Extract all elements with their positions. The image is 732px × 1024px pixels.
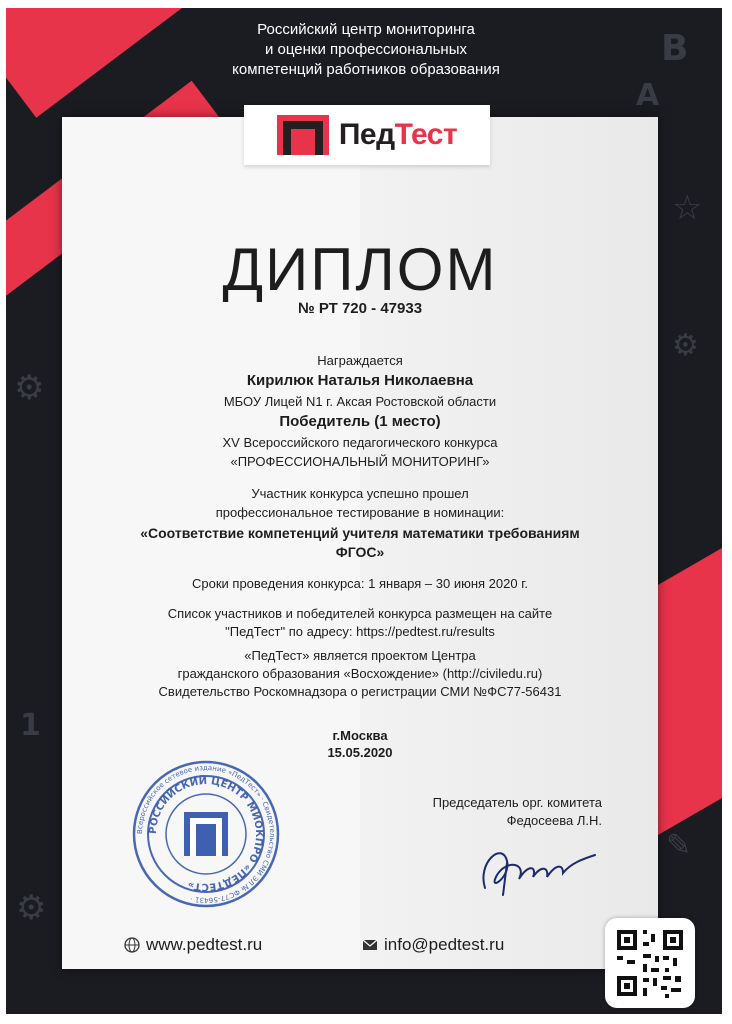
official-stamp xyxy=(132,760,280,908)
list-line: Список участников и победителей конкурса размещен на сайте xyxy=(167,606,553,621)
gear-doodle-icon: ⚙ xyxy=(16,888,47,928)
recipient-name: Кирилюк Наталья Николаевна xyxy=(246,372,474,389)
issuer-header xyxy=(0,20,732,80)
email-contact xyxy=(362,935,504,955)
nomination-line: «Соответствие компетенций учителя математики требованиям xyxy=(140,525,580,541)
logo-wordmark xyxy=(339,118,457,152)
nomination-line: ФГОС» xyxy=(335,544,385,560)
globe-icon xyxy=(124,937,140,953)
star-doodle-icon: ☆ xyxy=(672,188,703,228)
number-doodle-icon: 1 xyxy=(20,708,41,743)
project-line: Свидетельство Роскомнадзора о регистрации СМИ №ФС77-56431 xyxy=(158,684,562,699)
gear-doodle-icon: ⚙ xyxy=(14,368,45,408)
email-link[interactable]: info@pedtest.ru xyxy=(384,935,505,954)
awarded-label: Награждается xyxy=(317,353,403,368)
diploma-card xyxy=(62,117,658,969)
qr-code-icon xyxy=(605,918,695,1008)
pencil-doodle-icon: ✎ xyxy=(666,828,692,863)
header-line: компетенций работников образования xyxy=(232,61,500,78)
contest-dates: Сроки проведения конкурса: 1 января – 30 июня 2020 г. xyxy=(192,576,528,591)
organization: МБОУ Лицей N1 г. Аксая Ростовской области xyxy=(223,394,497,409)
header-line: Российский центр мониторинга xyxy=(257,21,475,38)
pedtest-logo xyxy=(244,105,490,165)
handwritten-signature xyxy=(467,833,607,903)
project-line: гражданского образования «Восхождение» (http://civiledu.ru) xyxy=(177,666,543,681)
header-line: и оценки профессиональных xyxy=(264,41,468,58)
project-line: «ПедТест» является проектом Центра xyxy=(244,648,476,663)
gear-doodle-icon: ⚙ xyxy=(672,328,699,363)
diploma-title: ДИПЛОМ xyxy=(222,236,498,303)
text-line: Участник конкурса успешно прошел xyxy=(251,486,469,501)
letter-doodle-icon: B xyxy=(661,28,689,69)
contest-line: XV Всероссийского педагогического конкурса xyxy=(222,435,498,450)
stamp-outer-text: Всероссийское сетевое издание «ПедТест» · Свидетельство СМИ ЭЛ № ФС77-56431 · xyxy=(135,763,277,905)
diploma-number: № РТ 720 - 47933 xyxy=(297,300,423,317)
signature-block xyxy=(402,794,602,830)
issue-date: 15.05.2020 xyxy=(327,745,393,760)
website-contact xyxy=(124,935,262,955)
result: Победитель (1 место) xyxy=(279,413,441,430)
signature-role: Председатель орг. комитета xyxy=(432,795,602,810)
stamp-inner-text: РОССИЙСКИЙ ЦЕНТР МИОКПРО «ПЕДТЕСТ» xyxy=(147,775,265,893)
logo-mark-icon xyxy=(277,115,329,155)
issue-city: г.Москва xyxy=(332,728,388,743)
qr-code[interactable] xyxy=(605,918,695,1008)
contest-line: «ПРОФЕССИОНАЛЬНЫЙ МОНИТОРИНГ» xyxy=(230,454,490,469)
logo-part1: Пед xyxy=(338,118,395,151)
website-link[interactable]: www.pedtest.ru xyxy=(146,935,263,954)
signature-name: Федосеева Л.Н. xyxy=(506,813,602,828)
mail-icon xyxy=(362,937,378,953)
logo-part2: Тест xyxy=(394,118,458,151)
list-line: "ПедТест" по адресу: https://pedtest.ru/results xyxy=(225,624,495,639)
letter-doodle-icon: A xyxy=(636,78,660,113)
text-line: профессиональное тестирование в номинации: xyxy=(215,505,505,520)
